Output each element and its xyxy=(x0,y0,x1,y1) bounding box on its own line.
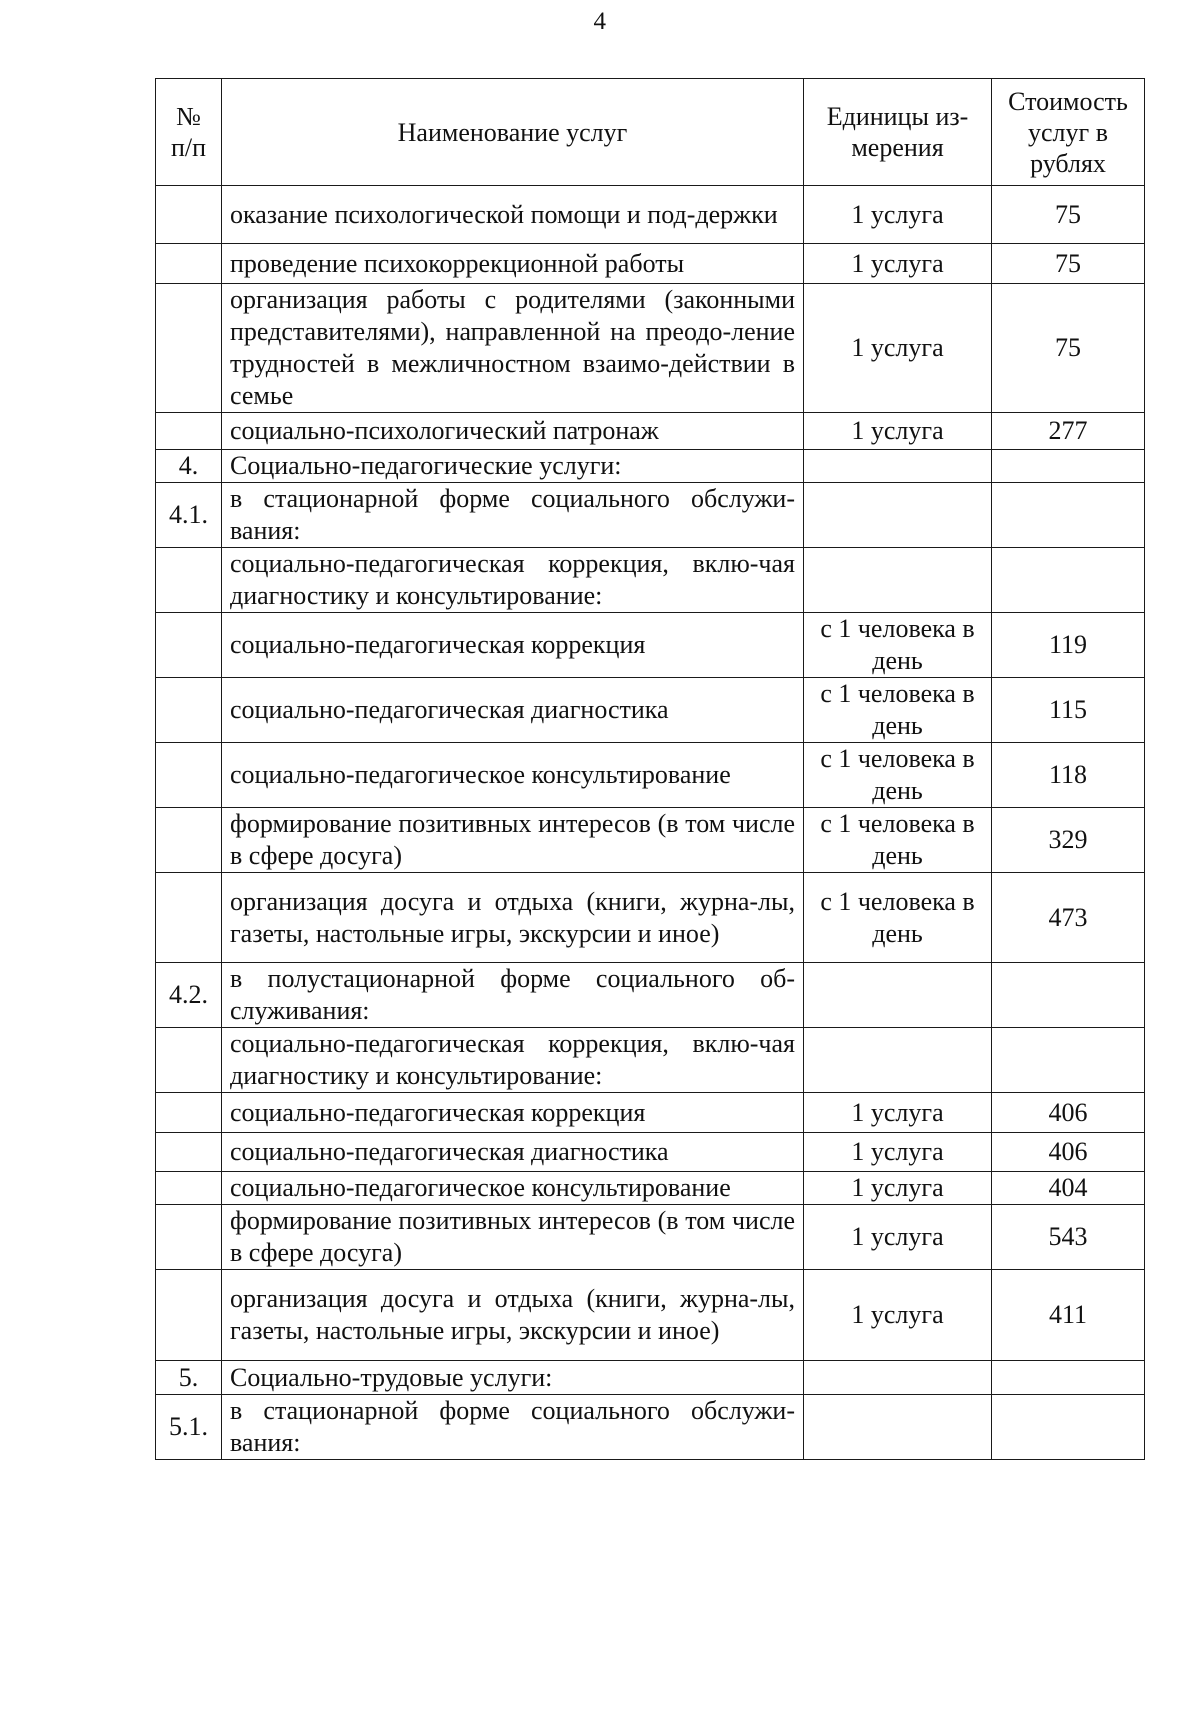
header-cost xyxy=(992,79,1145,186)
unit-cell xyxy=(804,1395,992,1460)
cost-cell xyxy=(992,548,1145,613)
unit-cell: 1 услуга xyxy=(804,1270,992,1361)
header-cost-label: Стоимость услуг в рублях xyxy=(1008,86,1128,178)
unit-cell xyxy=(804,450,992,483)
table-row xyxy=(156,1270,1145,1361)
service-name-cell: социально-педагогическая коррекция, вклю-чая диагностику и консультирование: xyxy=(222,1028,804,1093)
table-row xyxy=(156,186,1145,244)
table-row xyxy=(156,1361,1145,1395)
row-number-cell xyxy=(156,743,222,808)
row-number-cell: 4. xyxy=(156,450,222,483)
unit-cell: с 1 человека в день xyxy=(804,743,992,808)
cost-cell xyxy=(992,1395,1145,1460)
service-name-cell: проведение психокоррекционной работы xyxy=(222,244,804,284)
row-number-cell xyxy=(156,873,222,963)
unit-cell: с 1 человека в день xyxy=(804,613,992,678)
cost-cell: 404 xyxy=(992,1172,1145,1205)
service-name-cell: социально-педагогическое консультирование xyxy=(222,1172,804,1205)
cost-cell: 543 xyxy=(992,1205,1145,1270)
service-name-cell: социально-психологический патронаж xyxy=(222,413,804,450)
service-name-cell: социально-педагогическая коррекция xyxy=(222,613,804,678)
table-row xyxy=(156,613,1145,678)
service-name-cell: формирование позитивных интересов (в том числе в сфере досуга) xyxy=(222,808,804,873)
row-number-cell xyxy=(156,1028,222,1093)
cost-cell: 118 xyxy=(992,743,1145,808)
row-number-cell xyxy=(156,1270,222,1361)
unit-cell: 1 услуга xyxy=(804,244,992,284)
table-row xyxy=(156,1395,1145,1460)
table-row xyxy=(156,413,1145,450)
cost-cell: 277 xyxy=(992,413,1145,450)
table-header-row xyxy=(156,79,1145,186)
row-number-cell xyxy=(156,678,222,743)
unit-cell: с 1 человека в день xyxy=(804,678,992,743)
table-row xyxy=(156,284,1145,413)
row-number-cell: 5. xyxy=(156,1361,222,1395)
header-unit xyxy=(804,79,992,186)
row-number-cell xyxy=(156,1093,222,1133)
header-unit-label: Единицы из-мерения xyxy=(826,102,969,162)
service-name-cell: социально-педагогическая диагностика xyxy=(222,678,804,743)
service-name-cell: социально-педагогическая диагностика xyxy=(222,1133,804,1172)
unit-cell xyxy=(804,483,992,548)
services-price-table xyxy=(155,78,1145,1460)
cost-cell xyxy=(992,450,1145,483)
service-name-cell: оказание психологической помощи и под-держки xyxy=(222,186,804,244)
row-number-cell xyxy=(156,413,222,450)
unit-cell xyxy=(804,1028,992,1093)
cost-cell: 329 xyxy=(992,808,1145,873)
row-number-cell xyxy=(156,548,222,613)
row-number-cell xyxy=(156,244,222,284)
unit-cell: 1 услуга xyxy=(804,1093,992,1133)
header-service-name xyxy=(222,79,804,186)
service-name-cell: в стационарной форме социального обслужи-вания: xyxy=(222,1395,804,1460)
unit-cell: с 1 человека в день xyxy=(804,808,992,873)
row-number-cell xyxy=(156,613,222,678)
cost-cell: 473 xyxy=(992,873,1145,963)
row-number-cell xyxy=(156,1172,222,1205)
table-row xyxy=(156,743,1145,808)
table-row xyxy=(156,450,1145,483)
header-number-label: № п/п xyxy=(170,102,207,162)
table-row xyxy=(156,483,1145,548)
cost-cell xyxy=(992,963,1145,1028)
table-body xyxy=(156,186,1145,1460)
unit-cell: 1 услуга xyxy=(804,1172,992,1205)
service-name-cell: формирование позитивных интересов (в том числе в сфере досуга) xyxy=(222,1205,804,1270)
page-number: 4 xyxy=(593,8,607,35)
unit-cell: 1 услуга xyxy=(804,413,992,450)
service-name-cell: социально-педагогическая коррекция xyxy=(222,1093,804,1133)
service-name-cell: в полустационарной форме социального об-служивания: xyxy=(222,963,804,1028)
table-row xyxy=(156,548,1145,613)
unit-cell: 1 услуга xyxy=(804,1133,992,1172)
cost-cell: 406 xyxy=(992,1133,1145,1172)
header-service-name-label: Наименование услуг xyxy=(397,117,628,147)
cost-cell: 75 xyxy=(992,186,1145,244)
row-number-cell: 4.2. xyxy=(156,963,222,1028)
service-name-cell: Социально-педагогические услуги: xyxy=(222,450,804,483)
unit-cell: с 1 человека в день xyxy=(804,873,992,963)
cost-cell: 75 xyxy=(992,284,1145,413)
header-number xyxy=(156,79,222,186)
service-name-cell: Социально-трудовые услуги: xyxy=(222,1361,804,1395)
row-number-cell xyxy=(156,186,222,244)
cost-cell: 119 xyxy=(992,613,1145,678)
cost-cell xyxy=(992,1028,1145,1093)
service-name-cell: организация досуга и отдыха (книги, журна-лы, газеты, настольные игры, экскурсии и иное) xyxy=(222,873,804,963)
table-row xyxy=(156,1028,1145,1093)
table-row xyxy=(156,1205,1145,1270)
table-row xyxy=(156,1093,1145,1133)
row-number-cell xyxy=(156,1205,222,1270)
table-row xyxy=(156,1172,1145,1205)
table-row xyxy=(156,1133,1145,1172)
unit-cell: 1 услуга xyxy=(804,284,992,413)
unit-cell xyxy=(804,548,992,613)
cost-cell xyxy=(992,1361,1145,1395)
unit-cell xyxy=(804,963,992,1028)
cost-cell: 115 xyxy=(992,678,1145,743)
cost-cell: 75 xyxy=(992,244,1145,284)
table-row xyxy=(156,678,1145,743)
cost-cell: 406 xyxy=(992,1093,1145,1133)
row-number-cell xyxy=(156,1133,222,1172)
service-name-cell: социально-педагогическое консультирование xyxy=(222,743,804,808)
row-number-cell: 5.1. xyxy=(156,1395,222,1460)
unit-cell xyxy=(804,1361,992,1395)
row-number-cell xyxy=(156,284,222,413)
unit-cell: 1 услуга xyxy=(804,186,992,244)
row-number-cell xyxy=(156,808,222,873)
service-name-cell: организация работы с родителями (законными представителями), направленной на преодо-ление трудностей в межличностном взаимо-действии в семье xyxy=(222,284,804,413)
cost-cell: 411 xyxy=(992,1270,1145,1361)
table-row xyxy=(156,244,1145,284)
unit-cell: 1 услуга xyxy=(804,1205,992,1270)
service-name-cell: организация досуга и отдыха (книги, журна-лы, газеты, настольные игры, экскурсии и иное) xyxy=(222,1270,804,1361)
cost-cell xyxy=(992,483,1145,548)
service-name-cell: в стационарной форме социального обслужи-вания: xyxy=(222,483,804,548)
row-number-cell: 4.1. xyxy=(156,483,222,548)
table-row xyxy=(156,808,1145,873)
table-row xyxy=(156,873,1145,963)
table-row xyxy=(156,963,1145,1028)
service-name-cell: социально-педагогическая коррекция, вклю-чая диагностику и консультирование: xyxy=(222,548,804,613)
